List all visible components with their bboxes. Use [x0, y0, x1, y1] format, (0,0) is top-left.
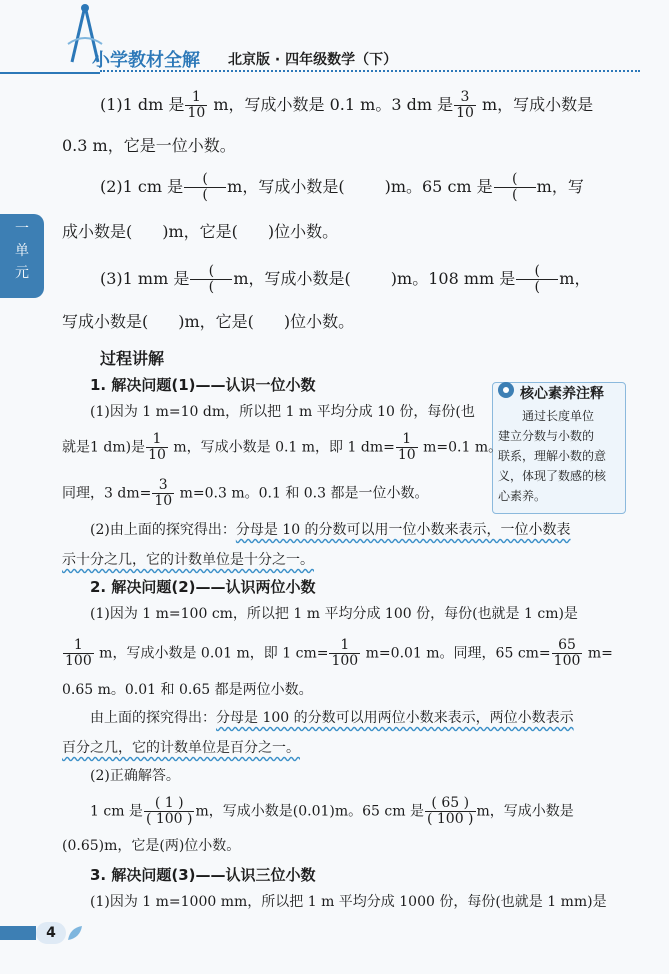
s2-line-8: (0.65)m，它是(两)位小数。 — [62, 838, 241, 854]
side-tab-char: 单 — [15, 243, 29, 259]
problem-2-line-1: (2)1 cm 是 $\frac{(}{(}$ m，写成小数是( )m。65 cm 是 $\frac{(}{(}$ m，写 — [100, 171, 584, 203]
s1-line-5: 示十分之几，它的计数单位是十分之一。 — [62, 552, 314, 568]
unit-side-tab — [0, 214, 44, 298]
header-rule-solid — [0, 72, 100, 74]
problem-3-line-2: 写成小数是( )m，它是( )位小数。 — [62, 312, 355, 331]
s3-heading: 3. 解决问题(3)——认识三位小数 — [90, 866, 316, 884]
s1-line-3: 同理，3 dm= $\frac{3}{10}$ m=0.3 m。0.1 和 0.3 都是一位小数。 — [62, 477, 429, 509]
leaf-icon — [66, 924, 84, 942]
problem-3-line-1: (3)1 mm 是 $\frac{(}{(}$ m，写成小数是( )m。108 mm 是 $\frac{(}{(}$ m， — [100, 263, 591, 295]
problem-1-line-2: 0.3 m，它是一位小数。 — [62, 136, 236, 155]
page-number-badge — [36, 922, 66, 944]
note-text: 通过长度单位 建立分数与小数的 联系，理解小数的意 义，体现了数感的核 心素养。 — [498, 409, 607, 503]
s2-line-7: 1 cm 是 $\frac{( 1 )}{( 100 )}$ m，写成小数是(0.01)m。65 cm 是 $\frac{( 65 )}{( 100 )}$ m，写成小数是 — [90, 795, 574, 827]
s2-line-3: 0.65 m。0.01 和 0.65 都是两位小数。 — [62, 682, 313, 698]
s1-line-4: (2)由上面的探究得出：分母是 10 的分数可以用一位小数来表示，一位小数表 — [90, 522, 571, 538]
problem-1-line-1: (1)1 dm 是 $\frac{1}{10}$ m，写成小数是 0.1 m。3 dm 是 $\frac{3}{10}$ m，写成小数是 — [100, 89, 594, 121]
header-subtitle: 北京版 · 四年级数学（下） — [228, 52, 398, 68]
page-number: 4 — [46, 925, 56, 941]
section-title: 过程讲解 — [100, 349, 165, 368]
s2-line-5: 百分之几，它的计数单位是百分之一。 — [62, 740, 300, 756]
side-tab-char: 元 — [15, 265, 29, 281]
footer-band — [0, 926, 36, 940]
header-rule — [100, 70, 640, 72]
s1-line-2: 就是1 dm)是 $\frac{1}{10}$ m，写成小数是 0.1 m，即 1 dm= $\frac{1}{10}$ m=0.1 m。 — [62, 431, 503, 463]
header-title: 小学教材全解 — [92, 50, 200, 71]
s3-line-1: (1)因为 1 m=1000 mm，所以把 1 m 平均分成 1000 份，每份(也就是 1 mm)是 — [90, 894, 607, 910]
note-light-icon — [496, 380, 516, 400]
s1-heading: 1. 解决问题(1)——认识一位小数 — [90, 376, 316, 394]
side-tab-char: 一 — [15, 221, 29, 237]
s1-line-1: (1)因为 1 m=10 dm，所以把 1 m 平均分成 10 份，每份(也 — [90, 404, 475, 420]
s2-line-1: (1)因为 1 m=100 cm，所以把 1 m 平均分成 100 份，每份(也就是 1 cm)是 — [90, 606, 578, 622]
s2-heading: 2. 解决问题(2)——认识两位小数 — [90, 578, 316, 596]
s2-line-4: 由上面的探究得出：分母是 100 的分数可以用两位小数来表示，两位小数表示 — [90, 710, 574, 726]
s2-line-2: $\frac{1}{100}$ m，写成小数是 0.01 m，即 1 cm= $\frac{1}{100}$ m=0.01 m。同理，65 cm= $\frac{65}{100}$ m= — [65, 637, 613, 669]
note-title: 核心素养注释 — [520, 386, 604, 402]
s2-line-6: (2)正确解答。 — [90, 768, 180, 784]
problem-2-line-2: 成小数是( )m，它是( )位小数。 — [62, 222, 339, 241]
